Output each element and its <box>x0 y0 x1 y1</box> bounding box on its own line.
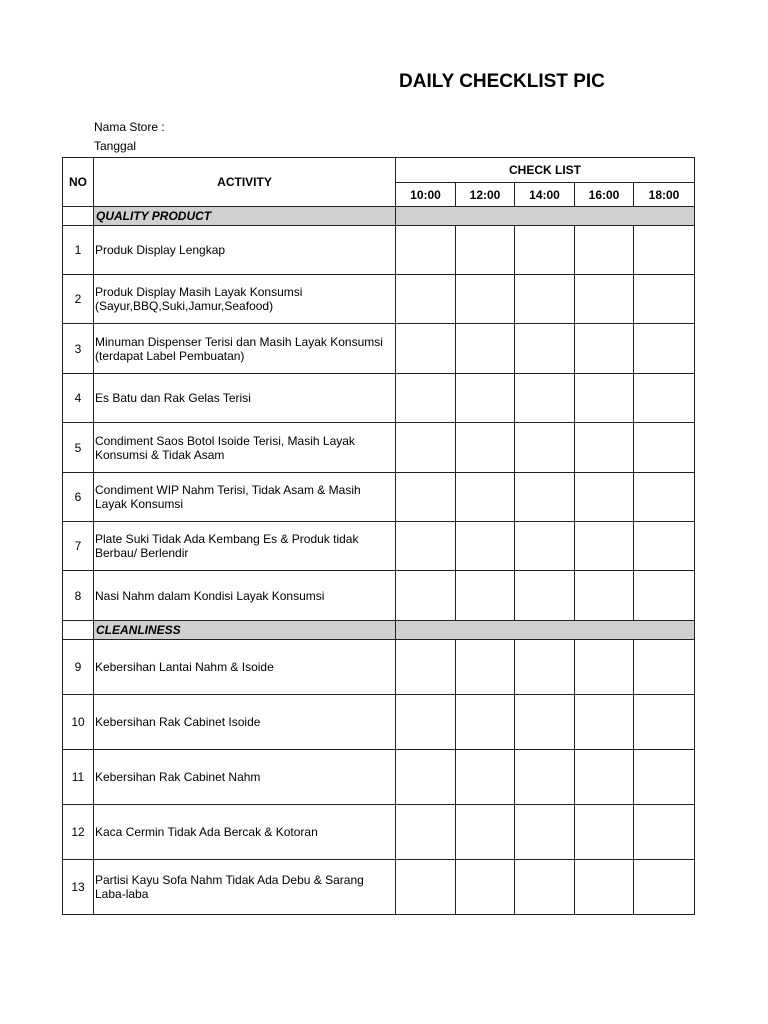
activity-text: Kaca Cermin Tidak Ada Bercak & Kotoran <box>94 805 396 860</box>
check-cell-1800[interactable] <box>634 522 695 571</box>
row-number: 6 <box>63 473 94 522</box>
header-no: NO <box>63 158 94 207</box>
check-cell-1800[interactable] <box>634 473 695 522</box>
activity-text: Partisi Kayu Sofa Nahm Tidak Ada Debu & Sarang Laba-laba <box>94 860 396 915</box>
activity-text: Minuman Dispenser Terisi dan Masih Layak Konsumsi (terdapat Label Pembuatan) <box>94 324 396 374</box>
activity-text: Kebersihan Rak Cabinet Nahm <box>94 750 396 805</box>
check-cell-1400[interactable] <box>515 275 575 324</box>
check-cell-1400[interactable] <box>515 750 575 805</box>
check-cell-1800[interactable] <box>634 423 695 473</box>
table-row <box>63 860 695 915</box>
activity-text: Plate Suki Tidak Ada Kembang Es & Produk tidak Berbau/ Berlendir <box>94 522 396 571</box>
check-cell-1200[interactable] <box>456 374 515 423</box>
check-cell-1000[interactable] <box>396 324 456 374</box>
date-label: Tanggal <box>94 139 137 153</box>
table-row <box>63 423 695 473</box>
table-row <box>63 805 695 860</box>
table-row <box>63 571 695 621</box>
row-number: 5 <box>63 423 94 473</box>
check-cell-1400[interactable] <box>515 374 575 423</box>
check-cell-1200[interactable] <box>456 324 515 374</box>
table-row <box>63 522 695 571</box>
check-cell-1200[interactable] <box>456 423 515 473</box>
check-cell-1600[interactable] <box>575 226 634 275</box>
check-cell-1200[interactable] <box>456 571 515 621</box>
check-cell-1800[interactable] <box>634 324 695 374</box>
activity-text: Kebersihan Lantai Nahm & Isoide <box>94 640 396 695</box>
check-cell-1600[interactable] <box>575 860 634 915</box>
check-cell-1800[interactable] <box>634 805 695 860</box>
check-cell-1600[interactable] <box>575 571 634 621</box>
check-cell-1600[interactable] <box>575 522 634 571</box>
check-cell-1000[interactable] <box>396 695 456 750</box>
check-cell-1200[interactable] <box>456 750 515 805</box>
activity-text: Condiment Saos Botol Isoide Terisi, Masih Layak Konsumsi & Tidak Asam <box>94 423 396 473</box>
check-cell-1600[interactable] <box>575 423 634 473</box>
header-time-1600: 16:00 <box>575 183 634 207</box>
check-cell-1200[interactable] <box>456 522 515 571</box>
check-cell-1400[interactable] <box>515 324 575 374</box>
check-cell-1600[interactable] <box>575 374 634 423</box>
check-cell-1800[interactable] <box>634 860 695 915</box>
section-no-cell <box>63 207 94 226</box>
check-cell-1800[interactable] <box>634 640 695 695</box>
check-cell-1400[interactable] <box>515 226 575 275</box>
section-row <box>63 621 695 640</box>
activity-text: Es Batu dan Rak Gelas Terisi <box>94 374 396 423</box>
check-cell-1600[interactable] <box>575 805 634 860</box>
check-cell-1400[interactable] <box>515 522 575 571</box>
checklist-table <box>62 157 695 915</box>
check-cell-1000[interactable] <box>396 226 456 275</box>
check-cell-1400[interactable] <box>515 571 575 621</box>
check-cell-1600[interactable] <box>575 695 634 750</box>
check-cell-1000[interactable] <box>396 423 456 473</box>
activity-text: Kebersihan Rak Cabinet Isoide <box>94 695 396 750</box>
document-title: DAILY CHECKLIST PIC <box>399 71 605 92</box>
row-number: 9 <box>63 640 94 695</box>
row-number: 1 <box>63 226 94 275</box>
section-no-cell <box>63 621 94 640</box>
table-row <box>63 226 695 275</box>
header-time-1200: 12:00 <box>456 183 515 207</box>
check-cell-1200[interactable] <box>456 275 515 324</box>
check-cell-1200[interactable] <box>456 640 515 695</box>
check-cell-1400[interactable] <box>515 805 575 860</box>
check-cell-1200[interactable] <box>456 473 515 522</box>
check-cell-1600[interactable] <box>575 750 634 805</box>
check-cell-1600[interactable] <box>575 640 634 695</box>
check-cell-1000[interactable] <box>396 374 456 423</box>
row-number: 11 <box>63 750 94 805</box>
activity-text: Condiment WIP Nahm Terisi, Tidak Asam & Masih Layak Konsumsi <box>94 473 396 522</box>
table-row <box>63 640 695 695</box>
check-cell-1600[interactable] <box>575 473 634 522</box>
check-cell-1400[interactable] <box>515 860 575 915</box>
row-number: 2 <box>63 275 94 324</box>
check-cell-1000[interactable] <box>396 805 456 860</box>
check-cell-1000[interactable] <box>396 571 456 621</box>
check-cell-1200[interactable] <box>456 226 515 275</box>
check-cell-1600[interactable] <box>575 324 634 374</box>
section-label: QUALITY PRODUCT <box>94 207 396 226</box>
section-label: CLEANLINESS <box>94 621 396 640</box>
check-cell-1400[interactable] <box>515 473 575 522</box>
row-number: 10 <box>63 695 94 750</box>
row-number: 7 <box>63 522 94 571</box>
activity-text: Produk Display Masih Layak Konsumsi (Sayur,BBQ,Suki,Jamur,Seafood) <box>94 275 396 324</box>
check-cell-1400[interactable] <box>515 640 575 695</box>
section-checklist-fill <box>396 621 695 640</box>
table-row <box>63 324 695 374</box>
table-row <box>63 695 695 750</box>
check-cell-1800[interactable] <box>634 226 695 275</box>
activity-text: Produk Display Lengkap <box>94 226 396 275</box>
check-cell-1800[interactable] <box>634 374 695 423</box>
activity-text: Nasi Nahm dalam Kondisi Layak Konsumsi <box>94 571 396 621</box>
check-cell-1200[interactable] <box>456 805 515 860</box>
check-cell-1000[interactable] <box>396 640 456 695</box>
row-number: 3 <box>63 324 94 374</box>
check-cell-1000[interactable] <box>396 750 456 805</box>
section-row <box>63 207 695 226</box>
check-cell-1800[interactable] <box>634 695 695 750</box>
row-number: 4 <box>63 374 94 423</box>
row-number: 13 <box>63 860 94 915</box>
check-cell-1200[interactable] <box>456 695 515 750</box>
check-cell-1800[interactable] <box>634 571 695 621</box>
check-cell-1000[interactable] <box>396 522 456 571</box>
header-checklist: CHECK LIST <box>396 158 695 183</box>
check-cell-1800[interactable] <box>634 750 695 805</box>
check-cell-1400[interactable] <box>515 695 575 750</box>
header-time-1800: 18:00 <box>634 183 695 207</box>
section-checklist-fill <box>396 207 695 226</box>
check-cell-1600[interactable] <box>575 275 634 324</box>
store-name-label: Nama Store : <box>94 120 165 134</box>
header-time-1000: 10:00 <box>396 183 456 207</box>
table-row <box>63 275 695 324</box>
header-time-1400: 14:00 <box>515 183 575 207</box>
row-number: 8 <box>63 571 94 621</box>
check-cell-1000[interactable] <box>396 473 456 522</box>
check-cell-1400[interactable] <box>515 423 575 473</box>
check-cell-1000[interactable] <box>396 275 456 324</box>
table-row <box>63 473 695 522</box>
table-row <box>63 750 695 805</box>
header-activity: ACTIVITY <box>94 158 396 207</box>
check-cell-1800[interactable] <box>634 275 695 324</box>
check-cell-1200[interactable] <box>456 860 515 915</box>
row-number: 12 <box>63 805 94 860</box>
table-row <box>63 374 695 423</box>
check-cell-1000[interactable] <box>396 860 456 915</box>
